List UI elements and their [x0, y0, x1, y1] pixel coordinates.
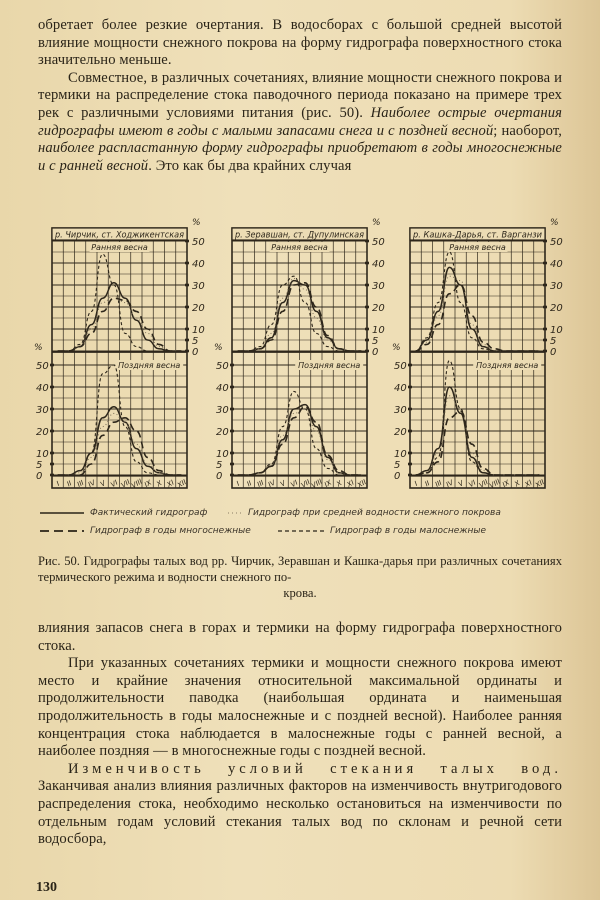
- svg-text:%: %: [550, 218, 559, 228]
- svg-text:30: 30: [372, 281, 385, 292]
- svg-text:5: 5: [216, 460, 223, 471]
- svg-text:30: 30: [550, 281, 563, 292]
- figure-legend: [40, 508, 580, 548]
- svg-text:50: 50: [192, 237, 205, 248]
- svg-text:IX: IX: [323, 478, 334, 490]
- svg-text:V: V: [457, 479, 466, 489]
- svg-text:20: 20: [216, 427, 229, 438]
- text-run: Заканчивая анализ влияния различных факторов на изменчивость внутригодового распределения стока, необходимо несколько остановиться на изменчивости по отдельным годам условий стекания талых вод по склонам и речной сети водосбора,: [38, 778, 562, 848]
- svg-text:III: III: [433, 478, 444, 489]
- svg-text:XII: XII: [356, 478, 368, 490]
- svg-text:VII: VII: [477, 478, 490, 490]
- figure-caption: [38, 553, 562, 601]
- svg-text:30: 30: [192, 281, 205, 292]
- svg-text:20: 20: [36, 427, 49, 438]
- svg-text:IX: IX: [143, 478, 154, 490]
- chart-zeravshan: [210, 215, 385, 505]
- svg-text:0: 0: [36, 471, 43, 482]
- svg-text:XII: XII: [534, 478, 546, 490]
- legend-low-snow: [278, 526, 486, 536]
- svg-text:0: 0: [394, 471, 401, 482]
- svg-text:Поздняя весна: Поздняя весна: [476, 361, 539, 370]
- long-dash-line-icon: [40, 528, 84, 534]
- spaced-heading: Изменчивость условий стекания талых вод.: [68, 760, 562, 777]
- svg-text:VII: VII: [119, 478, 132, 490]
- svg-text:VII: VII: [299, 478, 312, 490]
- svg-text:10: 10: [550, 325, 563, 336]
- svg-text:VIII: VIII: [488, 477, 502, 491]
- chart-kashkadarya: [388, 215, 563, 505]
- svg-text:р. Зеравшан, ст. Дупулинская: р. Зеравшан, ст. Дупулинская: [234, 230, 364, 241]
- svg-text:40: 40: [394, 383, 407, 394]
- svg-text:VIII: VIII: [130, 477, 144, 491]
- svg-text:%: %: [372, 218, 381, 228]
- paragraph-continuation-2: влияния запасов снега в горах и термики на форму гидрографа поверхностного стока.: [38, 620, 562, 654]
- paragraph-bottom: [38, 620, 562, 849]
- legend-actual: [40, 508, 207, 518]
- svg-text:0: 0: [372, 347, 379, 358]
- svg-text:20: 20: [550, 303, 563, 314]
- legend-label: Фактический гидрограф: [90, 508, 208, 518]
- svg-text:5: 5: [550, 336, 557, 347]
- svg-text:Ранняя весна: Ранняя весна: [91, 243, 148, 252]
- svg-text:V: V: [99, 479, 108, 489]
- svg-text:Ранняя весна: Ранняя весна: [449, 243, 506, 252]
- svg-text:5: 5: [372, 336, 379, 347]
- dotted-line-icon: [228, 510, 242, 516]
- svg-text:I: I: [235, 479, 242, 488]
- paragraph-top: [38, 17, 562, 175]
- legend-label: Гидрограф при средней водности снежного покрова: [248, 508, 501, 518]
- svg-text:XII: XII: [176, 478, 188, 490]
- svg-text:30: 30: [216, 405, 229, 416]
- svg-text:20: 20: [372, 303, 385, 314]
- svg-text:%: %: [192, 218, 201, 228]
- svg-text:%: %: [392, 343, 401, 353]
- svg-text:Поздняя весна: Поздняя весна: [118, 361, 181, 370]
- caption-text-end: крова.: [283, 586, 317, 600]
- svg-text:р. Чирчик, ст. Ходжикентская: р. Чирчик, ст. Ходжикентская: [54, 230, 184, 241]
- svg-text:0: 0: [216, 471, 223, 482]
- svg-text:II: II: [245, 479, 254, 489]
- svg-text:IV: IV: [86, 478, 97, 490]
- svg-text:%: %: [214, 343, 223, 353]
- svg-text:20: 20: [192, 303, 205, 314]
- svg-text:IV: IV: [444, 478, 455, 490]
- legend-label: Гидрограф в годы малоснежные: [330, 526, 486, 536]
- paragraph-extremes: При указанных сочетаниях термики и мощности снежного покрова имеют место и крайние значения относительной максимальной ординаты и продолжительности паводка (наибольшая ордината и наименьшая продолжительность в годы малоснежные и с поздней весной). Наиболее ранняя концентрация стока наблюдается в малоснежные годы с ранней весной, а наиболее поздняя — в многоснежные годы с поздней весной.: [38, 655, 562, 760]
- legend-snowy: [40, 526, 251, 536]
- svg-text:III: III: [75, 478, 86, 489]
- svg-text:50: 50: [394, 361, 407, 372]
- svg-text:Поздняя весна: Поздняя весна: [298, 361, 361, 370]
- legend-mean: [228, 508, 501, 518]
- paragraph-combined-influence: [38, 70, 562, 176]
- legend-label: Гидрограф в годы многоснежные: [90, 526, 251, 536]
- svg-text:I: I: [413, 479, 420, 488]
- svg-text:IV: IV: [266, 478, 277, 490]
- page-number: 130: [36, 880, 57, 895]
- svg-text:50: 50: [36, 361, 49, 372]
- svg-text:40: 40: [36, 383, 49, 394]
- svg-text:XI: XI: [523, 478, 534, 490]
- svg-text:XI: XI: [165, 478, 176, 490]
- svg-text:X: X: [335, 479, 344, 489]
- svg-text:5: 5: [192, 336, 199, 347]
- svg-text:10: 10: [192, 325, 205, 336]
- svg-text:II: II: [65, 479, 74, 489]
- svg-text:40: 40: [550, 259, 563, 270]
- chart-chirchik: [30, 215, 205, 505]
- svg-text:50: 50: [372, 237, 385, 248]
- svg-text:50: 50: [216, 361, 229, 372]
- svg-text:р. Кашка-Дарья, ст. Варганзи: р. Кашка-Дарья, ст. Варганзи: [412, 230, 543, 241]
- solid-line-icon: [40, 510, 84, 516]
- svg-text:III: III: [255, 478, 266, 489]
- svg-text:40: 40: [372, 259, 385, 270]
- svg-text:30: 30: [36, 405, 49, 416]
- svg-text:VI: VI: [289, 478, 300, 490]
- figure-50: [30, 215, 590, 505]
- svg-text:IX: IX: [501, 478, 512, 490]
- svg-text:10: 10: [36, 449, 49, 460]
- short-dash-line-icon: [278, 528, 324, 534]
- svg-text:X: X: [513, 479, 522, 489]
- paragraph-variability: [38, 761, 562, 849]
- text-run: . Это как бы два крайних случая: [148, 157, 352, 174]
- svg-text:20: 20: [394, 427, 407, 438]
- svg-text:40: 40: [216, 383, 229, 394]
- svg-text:II: II: [423, 479, 432, 489]
- svg-text:VIII: VIII: [310, 477, 324, 491]
- svg-text:Ранняя весна: Ранняя весна: [271, 243, 328, 252]
- italic-run: Наиболее острые очертания гидрографы имеют в годы с малыми запасами снега и с поздней весной: [38, 104, 562, 139]
- svg-text:30: 30: [394, 405, 407, 416]
- svg-text:VI: VI: [467, 478, 478, 490]
- svg-text:0: 0: [192, 347, 199, 358]
- svg-text:X: X: [155, 479, 164, 489]
- svg-text:5: 5: [394, 460, 401, 471]
- svg-text:0: 0: [550, 347, 557, 358]
- svg-text:I: I: [55, 479, 62, 488]
- svg-text:5: 5: [36, 460, 43, 471]
- text-run: Совместное, в различных сочетаниях, влияние мощности снежного покрова и термики на распределение стока паводочного периода показано на примере трех рек с различными условиями питания (рис. 50).: [38, 69, 562, 121]
- italic-run: наиболее распластанную форму гидрографы приобретают в годы многоснежные и с ранней весной: [38, 140, 562, 174]
- svg-text:40: 40: [192, 259, 205, 270]
- svg-text:10: 10: [216, 449, 229, 460]
- svg-text:V: V: [279, 479, 288, 489]
- svg-text:10: 10: [394, 449, 407, 460]
- svg-text:50: 50: [550, 237, 563, 248]
- svg-text:%: %: [34, 343, 43, 353]
- svg-text:VI: VI: [109, 478, 120, 490]
- svg-text:10: 10: [372, 325, 385, 336]
- caption-text: Рис. 50. Гидрографы талых вод рр. Чирчик, Зеравшан и Кашка-дарья при различных сочетаниях термического режима и водности снежного по-: [38, 554, 562, 584]
- text-run: ; наоборот,: [493, 122, 562, 139]
- svg-text:XI: XI: [345, 478, 356, 490]
- paragraph-continuation: обретает более резкие очертания. В водосборах с большой средней высотой влияние мощности снежного покрова на форму гидрографа поверхностного стока значительно меньше.: [38, 17, 562, 69]
